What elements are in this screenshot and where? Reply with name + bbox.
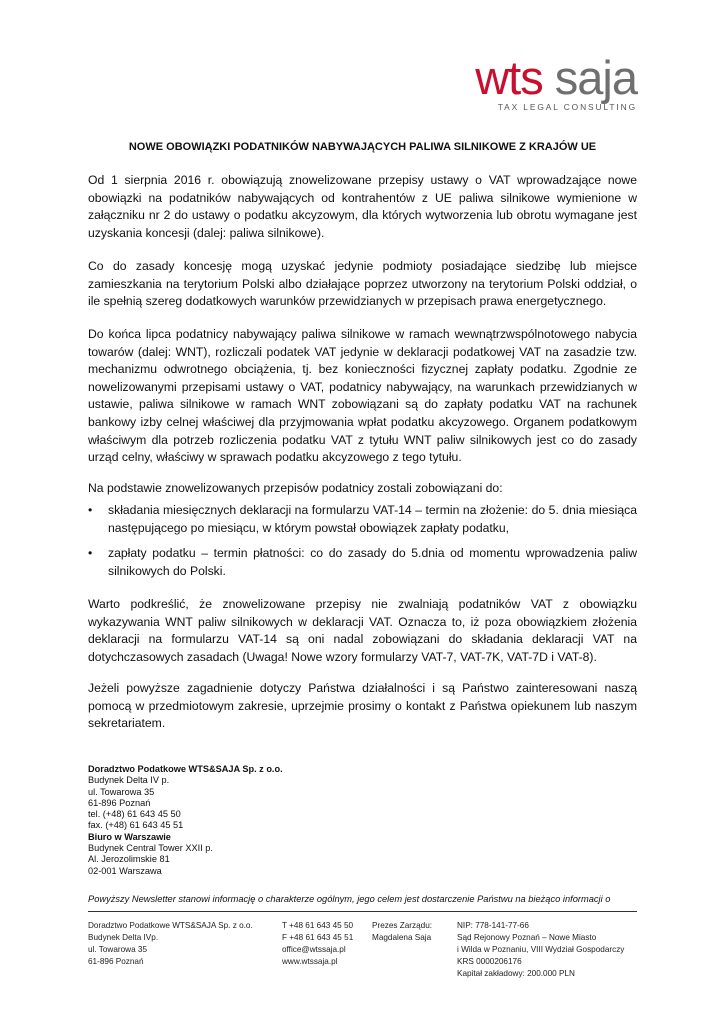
list-item [88,545,637,580]
paragraph-emphasis: Warto podkreślić, że znowelizowane przepisy nie zwalniają podatników VAT z obowiązku wykazywania WNT paliw silnikowych w deklaracji VAT. Oznacza to, iż poza obowiązkiem złożenia deklaracji na formularzu VAT-14 są oni nadal zobowiązani do składania deklaracji VAT na dotychczasowych zasadach (Uwaga! Nowe wzory formularzy VAT-7, VAT-7K, VAT-7D i VAT-8). [88,597,637,664]
list-item-text: zapłaty podatku – termin płatności: co do zasady do 5.dnia od momentu wprowadzenia paliw silnikowych do Polski. [108,546,637,578]
list-item [88,502,637,537]
company-name: Doradztwo Podatkowe WTS&SAJA Sp. z o.o. [88,764,283,774]
footer-company-column [88,920,253,968]
company-logo [467,51,637,118]
obligations-list [88,502,637,588]
logo-saja: saja [554,51,637,104]
footer-line: i Wilda w Poznaniu, VIII Wydział Gospodarczy [457,945,625,954]
bullet-marker: • [88,503,93,517]
paragraph-wnt: Do końca lipca podatnicy nabywający paliwa silnikowe w ramach wewnątrzwspólnotowego nabycia towarów (dalej: WNT), rozliczali podatek VAT jedynie w deklaracji podatkowej VAT na zasadzie tzw. mechanizmu odwrotnego obciążenia, tj. bez konieczności fizycznej zapłaty podatku. Zgodnie ze nowelizowanymi przepisami ustawy o VAT, podatnicy nabywający, na warunkach przewidzianych w ustawie, paliwa silnikowe w ramach WNT zobowiązani są do zapłaty podatku VAT na rachunek bankowy izby celnej właściwej dla przyjmowania wpłat podatku akcyzowego. Organem podatkowym właściwym dla potrzeb rozliczenia podatku VAT z tytułu WNT paliw silnikowych jest co do zasady urząd celny, właściwy w sprawach podatku akcyzowego z tego tytułu. [88,327,637,465]
warsaw-office-label: Biuro w Warszawie [88,831,171,842]
disclaimer: Powyższy Newsletter stanowi informację o charakterze ogólnym, jego celem jest dostarczenie Państwu na bieżąco informacji o [88,894,611,904]
logo-wts: wts [475,51,543,104]
footer-contact-column [282,920,353,968]
paragraph-obligations-intro: Na podstawie znowelizowanych przepisów podatnicy zostali zobowiązani do: [88,481,503,495]
logo-wordmark [475,51,637,104]
bullet-marker: • [88,546,93,561]
footer-fax: F +48 61 643 45 51 [282,933,354,942]
footer-line: KRS 0000206176 [457,957,522,966]
list-item-text: składania miesięcznych deklaracji na formularzu VAT-14 – termin na złożenie: do 5. dnia miesiąca następującego po miesiącu, w którym powstał obowiązek zapłaty podatku, [108,503,637,535]
footer-line: Prezes Zarządu: [372,921,433,930]
address-building: Budynek Delta IV p. [88,775,170,786]
paragraph-intro: Od 1 sierpnia 2016 r. obowiązują znowelizowane przepisy ustawy o VAT wprowadzające nowe obowiązki na podatników nabywających od kontrahentów z UE paliwa silnikowe wymienione w załączniku nr 2 do ustawy o podatku akcyzowym, dla których wytworzenia lub obrotu wymagane jest uzyskania koncesji (dalej: paliwa silnikowe). [88,173,637,240]
footer-line: Sąd Rejonowy Poznań – Nowe Miasto [457,933,597,942]
warsaw-city: 02-001 Warszawa [88,865,162,876]
footer-line: ul. Towarowa 35 [88,945,148,954]
footer-line: Kapitał zakładowy: 200.000 PLN [457,969,575,978]
footer-line: Doradztwo Podatkowe WTS&SAJA Sp. z o.o. [88,921,253,930]
footer-website: www.wtssaja.pl [282,957,338,966]
address-city: 61-896 Poznań [88,797,151,808]
warsaw-street: Al. Jerozolimskie 81 [88,854,170,865]
newsletter-body [88,134,637,731]
paragraph-contact-invite: Jeżeli powyższe zagadnienie dotyczy Państwa działalności i są Państwo zainteresowani naszą pomocą w przedmiotowym zakresie, uprzejmie prosimy o kontakt z Państwa opiekunem lub naszym sekretariatem. [88,681,637,731]
footer-line: 61-896 Poznań [88,957,144,966]
footer-phone: T +48 61 643 45 50 [282,921,354,930]
footer-board-column [372,920,432,944]
logo-tagline: TAX LEGAL CONSULTING [497,102,637,112]
paragraph-concession: Co do zasady koncesję mogą uzyskać jedynie podmioty posiadające siedzibę lub miejsce zamieszkania na terytorium Polski albo działające poprzez utworzony na terytorium Polski oddział, o ile spełnią szereg dodatkowych warunków przewidzianych w przepisach prawa energetycznego. [88,259,637,309]
warsaw-building: Budynek Central Tower XXII p. [88,843,213,854]
address-street: ul. Towarowa 35 [88,786,155,797]
fax-number: fax. (+48) 61 643 45 51 [88,820,184,831]
footer-line: NIP: 778-141-77-66 [457,921,529,930]
footer-line: Magdalena Saja [372,933,432,942]
footer-line: Budynek Delta IVp. [88,933,159,942]
contact-block [88,764,283,877]
footer-divider [88,911,637,912]
document-title: NOWE OBOWIĄZKI PODATNIKÓW NABYWAJĄCYCH PALIWA SILNIKOWE Z KRAJÓW UE [128,141,597,153]
footer-email: office@wtssaja.pl [282,945,346,954]
footer-registry-column [457,920,624,980]
phone-number: tel. (+48) 61 643 45 50 [88,809,181,820]
